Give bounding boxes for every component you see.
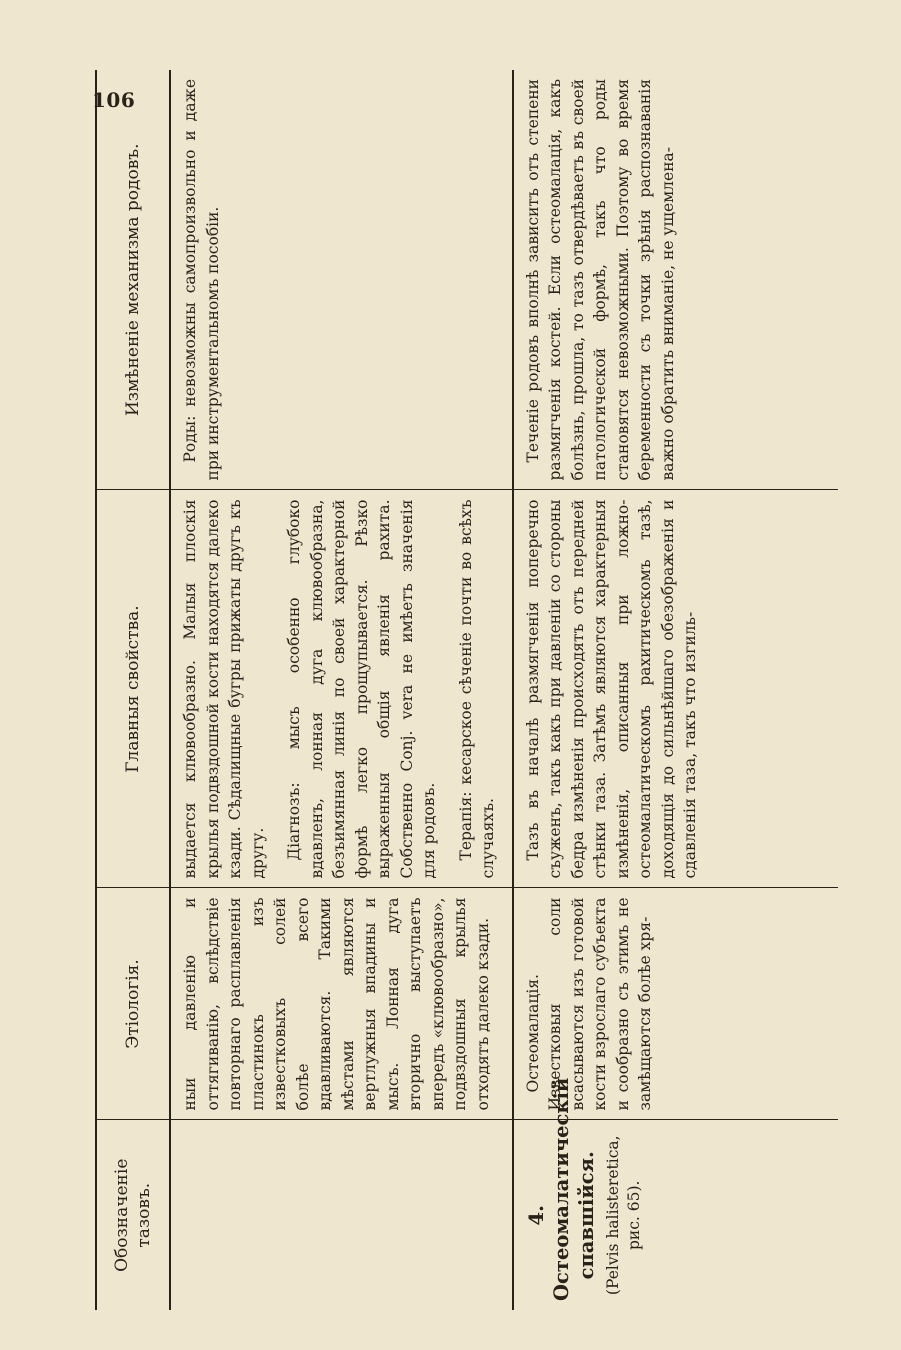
row1-etiology-text: ныи давленію и оттягиванію, вслѣдствіе повторнаго расплавленія пластинокъ изъ известковыхъ солей болѣе всего вдавливаются. Такими мѣстами являются вертлужныя впадины и мысъ. Лонная дуга вторично выступаетъ впередъ «клювообразно», подвздошныя крылья отходятъ далеко кзади. xyxy=(181,897,492,1111)
pelvis-table xyxy=(95,70,838,1310)
row2-etiology-cell xyxy=(513,888,838,1120)
row2-mechanism-cell xyxy=(513,70,838,490)
header-designation xyxy=(96,1120,170,1310)
row2-designation-cell xyxy=(513,1077,838,1310)
rotated-table-container xyxy=(95,70,735,1310)
row1-designation-cell xyxy=(170,1120,513,1310)
row2-etiology-text: Остеомалація. Известковыя соли всасываются изъ готовой кости взрослаго субъекта и сообразно съ этимъ не замѣщаются болѣе хря- xyxy=(523,897,654,1111)
row2-properties-text: Тазъ въ началѣ размягченія поперечно съуженъ, такъ какъ при давленіи со стороны бедра измѣненія происходятъ отъ передней стѣнки таза. Затѣмъ являются характерныя измѣненія, описанныя при ложно-остеомалатическомъ рахитическомъ тазѣ, доходящія до сильнѣйшаго обезображенія и сдавленія таза, такъ что изгиль- xyxy=(523,499,699,879)
row2-pelvis-latin: (Pelvis halisteretica, рис. 65). xyxy=(603,1135,643,1296)
row1-etiology-cell xyxy=(170,888,513,1120)
row1-mechanism-cell xyxy=(170,70,513,490)
row1-mechanism-text: Роды: невозможны самопроизвольно и даже при инструментальномъ пособіи. xyxy=(181,79,222,481)
header-designation-line2: тазовъ. xyxy=(134,1182,154,1248)
row1-properties-cell xyxy=(170,490,513,888)
row2-mechanism-text: Теченіе родовъ вполнѣ зависитъ отъ степени размягченія костей. Если остеомалація, какъ болѣзнь, прошла, то тазъ отвердѣваетъ въ своей патологической формѣ, такъ что роды становятся невозможными. Поэтому во время беременности съ точки зрѣнія распознаванія важно обратить вниманіе, не ущемлена- xyxy=(523,79,677,481)
table-header-row xyxy=(96,70,170,1310)
header-etiology: Этіологія. xyxy=(96,888,170,1120)
page-number: 106 xyxy=(92,88,136,112)
header-designation-line1: Обозначеніе xyxy=(111,1158,132,1272)
row1-properties-therapy: Терапія: кесарское сѣченіе почти во всѣхъ случаяхъ. xyxy=(456,499,497,879)
row1-properties-p1: выдается клювообразно. Малыя плоскія крылья подвздошной кости находятся далеко кзади. Сѣдалищные бугры прижаты другъ къ другу. xyxy=(181,499,267,879)
row1-properties-diagnosis: Діагнозъ: мысъ особенно глубоко вдавленъ, лонная дуга клювообразна, безъимянная линія по своей характерной формѣ легко прощупывается. Рѣзко выраженныя общія явленія рахита. Собственно Conj. vera не имѣетъ значенія для родовъ. xyxy=(285,499,438,879)
header-mechanism: Измѣненіе механизма родовъ. xyxy=(96,70,170,490)
row2-pelvis-name: 4. Остеомалатическій спавшійся. xyxy=(524,1077,598,1301)
row2-properties-cell xyxy=(513,490,838,888)
header-main-properties: Главныя свойства. xyxy=(96,490,170,888)
table-row xyxy=(513,70,838,1310)
table-row xyxy=(170,70,513,1310)
